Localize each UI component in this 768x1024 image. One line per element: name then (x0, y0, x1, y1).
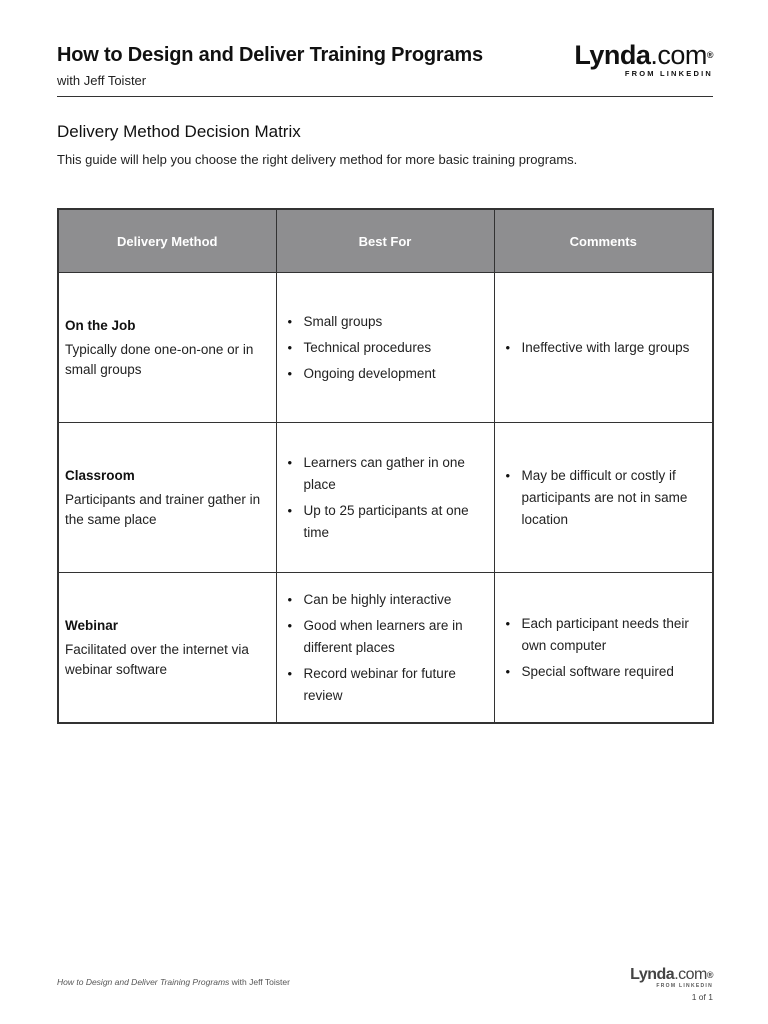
list-item: • Ongoing development (304, 363, 488, 385)
list-item: • Can be highly interactive (304, 589, 488, 611)
best-for-list (283, 452, 488, 544)
list-item: • Small groups (304, 311, 488, 333)
list-item: • Each participant needs their own computer (522, 613, 707, 657)
logo-wordmark (553, 40, 713, 70)
best-for-list (283, 311, 488, 385)
table-row (58, 573, 713, 724)
column-header: Best For (276, 209, 494, 273)
logo-registered-mark: ® (706, 50, 713, 60)
logo-subtitle: FROM LINKEDIN (624, 69, 713, 78)
best-for-cell (276, 273, 494, 423)
footer-with-text: with (229, 977, 250, 987)
document-title: How to Design and Deliver Training Programs (57, 44, 483, 66)
footer-course-line (57, 977, 290, 987)
table-row (58, 423, 713, 573)
comments-cell (494, 423, 713, 573)
column-header: Delivery Method (58, 209, 276, 273)
list-item: • Special software required (522, 661, 707, 683)
author-line: with Jeff Toister (57, 73, 147, 88)
intro-text: This guide will help you choose the right delivery method for more basic training programs. (57, 152, 578, 167)
comments-list (501, 613, 707, 683)
list-item: • Technical procedures (304, 337, 488, 359)
table-row (58, 273, 713, 423)
method-name: Webinar (65, 617, 119, 633)
method-cell (58, 273, 276, 423)
column-header: Comments (494, 209, 713, 273)
footer-logo-word-bold: Lynda (630, 966, 675, 983)
comments-list (501, 337, 707, 359)
method-description: Typically done one-on-one or in small groups (65, 341, 254, 377)
logo-word-bold: Lynda (574, 40, 651, 70)
footer-author: Jeff Toister (249, 977, 290, 987)
lynda-logo (553, 40, 713, 78)
footer-logo-subtitle: FROM LINKEDIN (656, 983, 713, 989)
footer-logo-registered-mark: ® (706, 970, 713, 980)
list-item: • Ineffective with large groups (522, 337, 707, 359)
best-for-cell (276, 573, 494, 724)
section-title: Delivery Method Decision Matrix (57, 122, 301, 141)
method-cell (58, 423, 276, 573)
best-for-list (283, 589, 488, 707)
list-item: • May be difficult or costly if participants are not in same location (522, 465, 707, 531)
list-item: • Up to 25 participants at one time (304, 500, 488, 544)
footer-lynda-logo (623, 966, 713, 989)
comments-list (501, 465, 707, 531)
method-cell (58, 573, 276, 724)
list-item: • Record webinar for future review (304, 663, 488, 707)
table-header-row (58, 209, 713, 273)
page-number: 1 of 1 (691, 992, 713, 1002)
list-item: • Good when learners are in different places (304, 615, 488, 659)
logo-word-light: .com (650, 40, 707, 70)
footer-course-title: How to Design and Deliver Training Programs (57, 977, 230, 987)
decision-matrix-table (57, 208, 714, 724)
method-name: On the Job (65, 317, 136, 333)
document-header (57, 40, 713, 97)
footer-logo-word-light: .com (674, 966, 707, 983)
footer-logo-wordmark (623, 966, 713, 984)
method-name: Classroom (65, 467, 135, 483)
comments-cell (494, 573, 713, 724)
list-item: • Learners can gather in one place (304, 452, 488, 496)
best-for-cell (276, 423, 494, 573)
method-description: Participants and trainer gather in the same place (65, 491, 261, 527)
method-description: Facilitated over the internet via webinar software (65, 641, 249, 677)
comments-cell (494, 273, 713, 423)
